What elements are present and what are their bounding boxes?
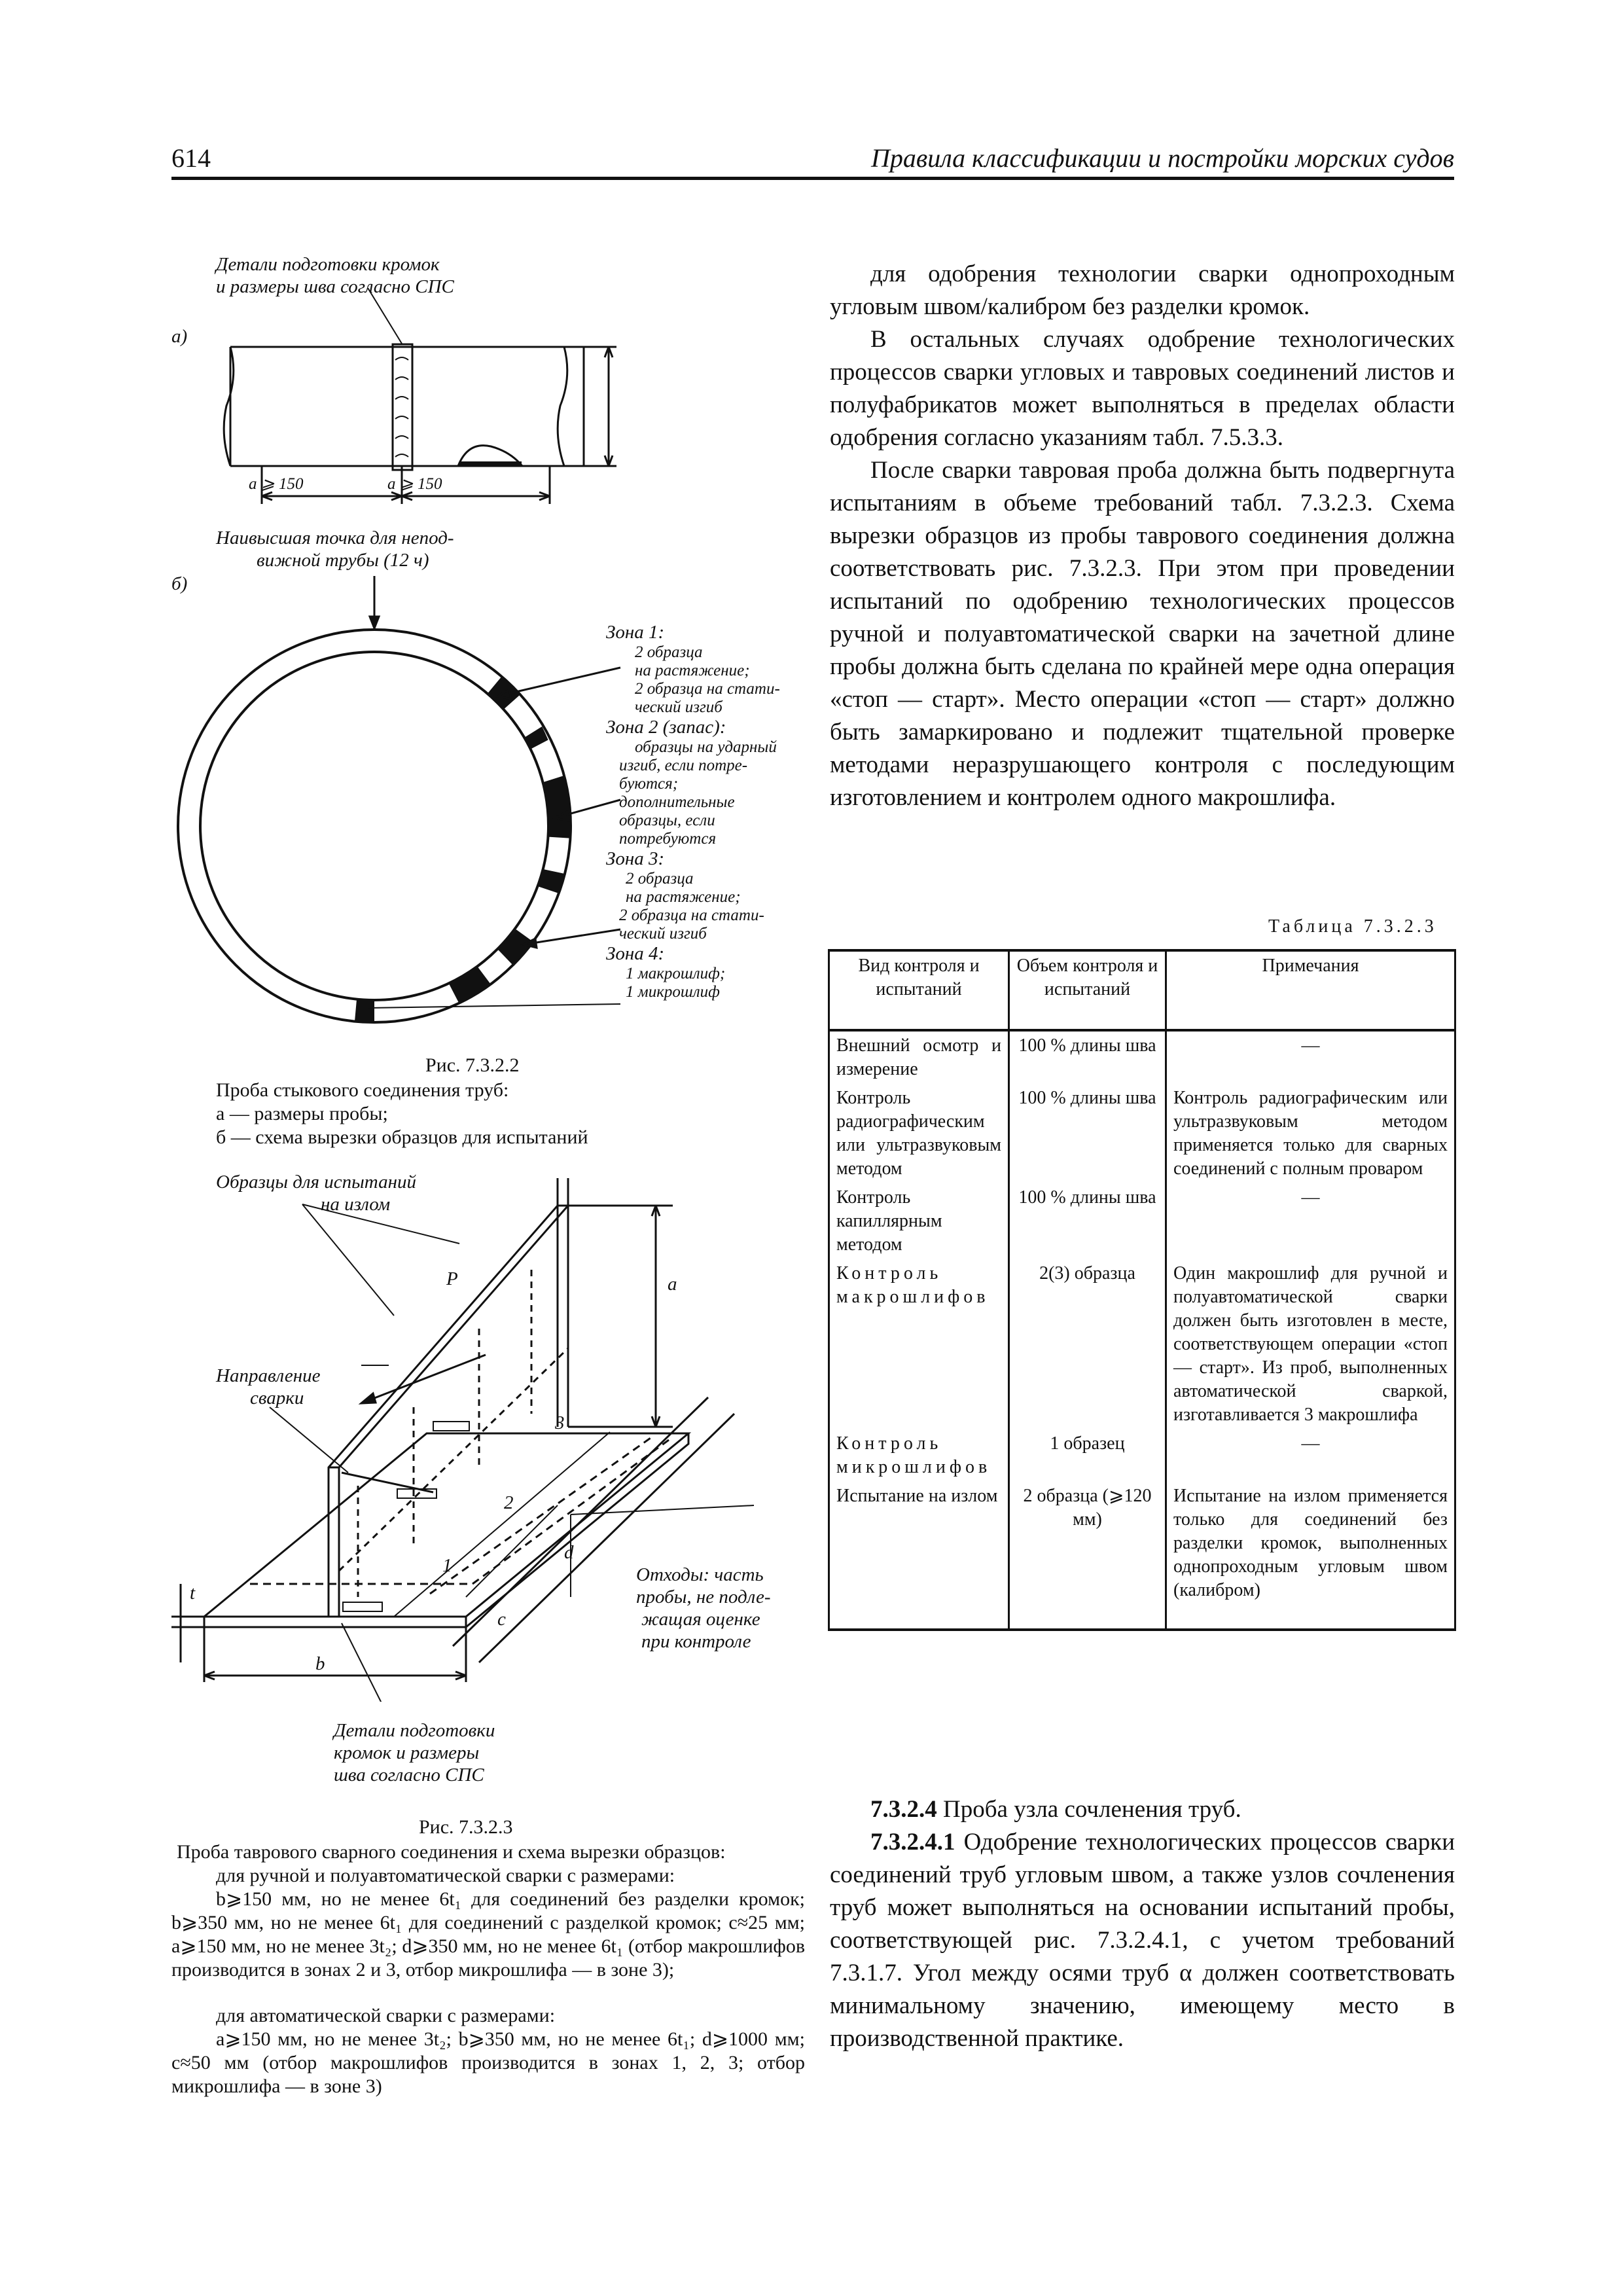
table-cell: 2 образца (⩾120 мм) [1009,1482,1166,1630]
fig2-label-bottom-3: шва согласно СПС [334,1765,484,1785]
zone-1-title: Зона 1: [606,622,665,643]
table-cell: 100 % длины шва [1009,1030,1166,1084]
zone-2-title: Зона 2 (запас): [606,717,726,738]
fig1-caption-3: б — схема вырезки образцов для испытаний [216,1126,588,1148]
zone-3-line: 2 образца на стати- [619,906,764,924]
zone-4-title: Зона 4: [606,943,665,964]
fig2-label-direction-1: Направление [216,1365,321,1386]
zone-1-line: 2 образца на стати- [635,680,780,698]
right-column-bottom [830,1793,1455,2055]
zone-2-line: изгиб, если потре- [619,757,748,774]
zone-3-line: на растяжение; [626,888,741,906]
table-header-cell: Примечания [1166,950,1455,1030]
fig1-label-top-2: и размеры шва согласно СПС [216,276,454,297]
fig1-caption-2: а — размеры пробы; [216,1103,388,1124]
fig2-label-bottom-1: Детали подготовки [334,1720,495,1741]
section-number: 7.3.2.4 [870,1796,937,1823]
table-row [829,1259,1455,1429]
table-cell: — [1166,1183,1455,1259]
table-row [829,1030,1455,1084]
table-cell: Контроль радиографическим или ультразвуковым методом [829,1084,1009,1183]
fig1-part-a: а) [171,326,188,347]
paragraph-1: для одобрения технологии сварки однопроходным угловым швом/калибром без разделки кромок. [830,260,1455,320]
fig2-label-waste-1: Отходы: часть [636,1564,764,1585]
fig2-caption-manual-text: b⩾150 мм, но не менее 6t₁ для соединений без разделки кромок; b⩾350 мм, но не менее 6t₁ для соединений с разделкой кромок; c≈25 мм; a⩾150 мм, но не менее 3t₂; d⩾350 мм, но не менее 6t₁ (отбор макрошлифов производится в зонах 2 и 3, отбор микрошлифа — в зоне 3); [171,1888,805,1981]
fig1-top-point-1: Наивысшая точка для непод- [216,528,454,548]
fig2-zone-3: 3 [555,1412,565,1433]
section-text: Одобрение технологических процессов сварки соединений труб угловым швом, а также узлов сочленения труб может выполняться на основании испытаний пробы, соответствующей рис. 7.3.2.4.1, с учетом требований 7.3.1.7. Угол между осями труб α должен соответствовать минимальному значению, имеющему место в производственной практике. [830,1829,1455,2052]
table-cell: Контроль капиллярным методом [829,1183,1009,1259]
table-row [829,1084,1455,1183]
zone-2-line: образцы на ударный [635,738,777,756]
running-title: Правила классификации и постройки морских судов [870,143,1454,173]
fig1-drawing [171,288,643,1047]
section-7-3-2-4 [830,1793,1455,1826]
table-header-cell: Вид контроля и испытаний [829,950,1009,1030]
fig2-label-bottom-2: кромок и размеры [334,1742,480,1763]
fig2-letter-a: a [668,1274,677,1295]
table-cell: Внешний осмотр и измерение [829,1030,1009,1084]
fig1-part-b: б) [171,573,188,594]
section-7-3-2-4-1 [830,1826,1455,2055]
fig2-label-waste-2: пробы, не подле- [636,1587,771,1607]
page-number: 614 [171,143,211,173]
fig2-letter-t: t [190,1583,196,1604]
table-row [829,1482,1455,1630]
fig1-dim-right: a ⩾ 150 [387,475,442,493]
fig2-label-waste-4: при контроле [641,1631,751,1652]
fig1-caption-1: Проба стыкового соединения труб: [216,1079,509,1101]
fig2-zone-1: 1 [442,1555,452,1576]
table-header-cell: Объем контроля и испытаний [1009,950,1166,1030]
fig2-label-samples-1: Образцы для испытаний [216,1172,416,1193]
fig2-zone-2: 2 [504,1492,514,1513]
zone-2-line: потребуются [619,830,717,848]
table-row [829,1429,1455,1482]
table-caption: Таблица 7.3.2.3 [1268,916,1437,937]
table-cell: Испытание на излом [829,1482,1009,1630]
zone-4-line: 1 микрошлиф [626,983,720,1001]
table-cell: Контроль радиографическим или ультразвуковым методом применяется только для сварных соединений с полным проваром [1166,1084,1455,1183]
zone-3-line: ческий изгиб [619,925,707,942]
zone-2-line: образцы, если [619,812,715,829]
fig2-label-direction-2: сварки [250,1388,304,1408]
right-column-top [830,258,1455,814]
table-header-row [829,950,1455,1030]
zone-1-line: ческий изгиб [635,698,722,716]
zone-3-title: Зона 3: [606,848,665,869]
table-cell: — [1166,1429,1455,1482]
fig1-zones [606,622,829,1001]
paragraph-2: В остальных случаях одобрение технологических процессов сварки угловых и тавровых соединений листов и полуфабрикатов может выполняться в пределах области одобрения согласно указаниям табл. 7.5.3.3. [830,326,1455,451]
table-cell: 100 % длины шва [1009,1084,1166,1183]
section-title: Проба узла сочленения труб. [943,1796,1241,1823]
table-cell: 1 образец [1009,1429,1166,1482]
zone-4-line: 1 макрошлиф; [626,965,726,982]
table-cell: Один макрошлиф для ручной и полуавтоматической сварки должен быть изготовлен в месте, соответствующем операции «стоп — старт». Из проб, выполненных автоматической сваркой, изготавливается 3 макрошлифа [1166,1259,1455,1429]
fig2-letter-b: b [315,1653,325,1674]
table-cell: Контроль микрошлифов [829,1429,1009,1482]
table-7-3-2-3 [828,949,1456,1631]
table-cell: 100 % длины шва [1009,1183,1166,1259]
fig2-caption-auto-text: a⩾150 мм, но не менее 3t₂; b⩾350 мм, но не менее 6t₁; d⩾1000 мм; c≈50 мм (отбор макрошлифов производится в зонах 1, 2, 3; отбор микрошлифа — в зоне 3) [171,2028,805,2097]
fig2-caption-number: Рис. 7.3.2.3 [419,1816,513,1838]
fig2-caption-auto-intro: для автоматической сварки с размерами: [216,2005,556,2026]
fig2-label-samples-2: на излом [321,1194,391,1215]
table-cell: — [1166,1030,1455,1084]
table-cell: Контроль макрошлифов [829,1259,1009,1429]
fig1-caption-number: Рис. 7.3.2.2 [425,1054,520,1076]
table-cell: 2(3) образца [1009,1259,1166,1429]
zone-2-line: буются; [619,775,679,793]
zone-1-line: на растяжение; [635,662,750,679]
fig2-label-waste-3: жащая оценке [641,1609,760,1630]
paragraph-3: После сварки тавровая проба должна быть подвергнута испытаниям в объеме требований табл. 7.3.2.3. Схема вырезки образцов из пробы таврового соединения должна соответствовать рис. 7.3.2.3. При этом при проведении испытаний по одобрению технологических процессов ручной и полуавтоматической сварки на зачетной длине пробы должна быть сделана по крайней мере одна операция «стоп — старт». Место операции «стоп — старт» должно быть замаркировано и подлежит тщательной проверке методами неразрушающего контроля с последующим изготовлением и контролем одного макрошлифа. [830,457,1455,811]
fig1-dim-left: a ⩾ 150 [249,475,304,493]
fig2-caption-title: Проба таврового сварного соединения и схема вырезки образцов: [177,1841,726,1863]
table-row [829,1183,1455,1259]
fig1-top-point-2: вижной трубы (12 ч) [257,550,429,571]
header-rule [171,177,1454,180]
fig2-letter-c: c [497,1609,506,1630]
table-cell: Испытание на излом применяется только для соединений без разделки кромок, выполненных однопроходным угловым швом (калибром) [1166,1482,1455,1630]
fig2-caption-manual-intro: для ручной и полуавтоматической сварки с размерами: [216,1865,675,1886]
fig1-label-top-1: Детали подготовки кромок [216,254,440,275]
zone-3-line: 2 образца [626,870,694,888]
fig2-letter-d: d [564,1542,574,1563]
fig2-letter-p: P [446,1268,458,1289]
section-number: 7.3.2.4.1 [870,1829,955,1856]
zone-2-line: дополнительные [619,793,735,811]
zone-1-line: 2 образца [635,643,703,661]
